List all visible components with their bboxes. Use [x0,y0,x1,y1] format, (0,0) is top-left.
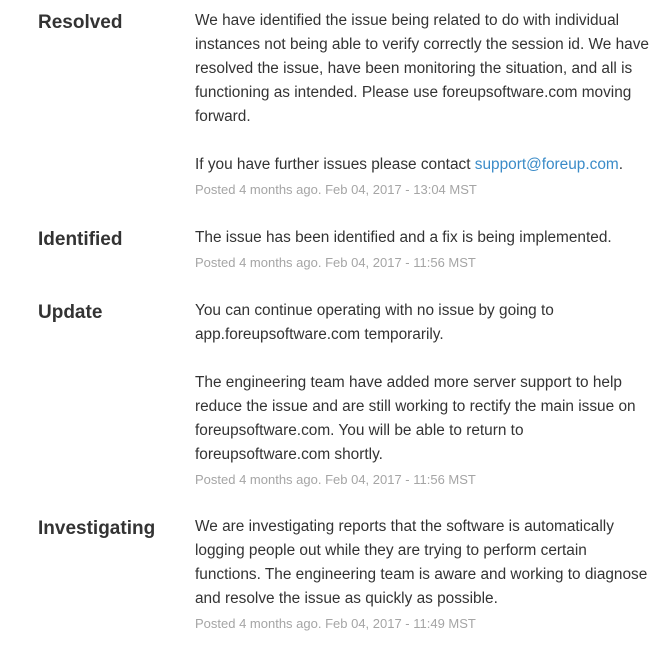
update-body [195,9,651,201]
update-message: You can continue operating with no issue by going to app.foreupsoftware.com temporarily. [195,302,554,343]
status-label: Resolved [38,12,123,33]
contact-suffix: . [618,156,623,173]
update-message: We have identified the issue being related to do with individual instances not being able to verify correctly the session id. We have resolved the issue, have been monitoring the situation, and all is functioning as intended. Please use foreupsoftware.com moving forward. [195,12,649,125]
posted-timestamp: Posted 4 months ago. Feb 04, 2017 - 13:04 MST [195,182,477,197]
support-email-link[interactable]: support@foreup.com [474,156,619,173]
update-message: The issue has been identified and a fix is being implemented. [195,229,612,246]
status-column [0,299,195,327]
update-identified [0,226,667,299]
update-body [195,299,651,491]
status-label: Identified [38,229,123,250]
status-label: Update [38,302,103,323]
posted-timestamp: Posted 4 months ago. Feb 04, 2017 - 11:49 MST [195,616,476,631]
update-investigating [0,515,667,645]
posted-timestamp: Posted 4 months ago. Feb 04, 2017 - 11:56 MST [195,472,476,487]
posted-timestamp: Posted 4 months ago. Feb 04, 2017 - 11:56 MST [195,255,476,270]
status-label: Investigating [38,518,156,539]
update-resolved [0,9,667,226]
status-column [0,226,195,254]
update-body [195,226,651,274]
status-column [0,515,195,543]
update-body [195,515,651,635]
status-column [0,9,195,37]
contact-prefix: If you have further issues please contact [195,156,475,173]
update-message: We are investigating reports that the software is automatically logging people out while they are trying to perform certain functions. The engineering team is aware and working to diagnose and resolve the issue as quickly as possible. [195,518,648,607]
update-message: The engineering team have added more server support to help reduce the issue and are still working to rectify the main issue on foreupsoftware.com. You will be able to return to foreupsoftware.com shortly. [195,374,636,463]
contact-message [195,153,651,177]
update-update [0,299,667,515]
